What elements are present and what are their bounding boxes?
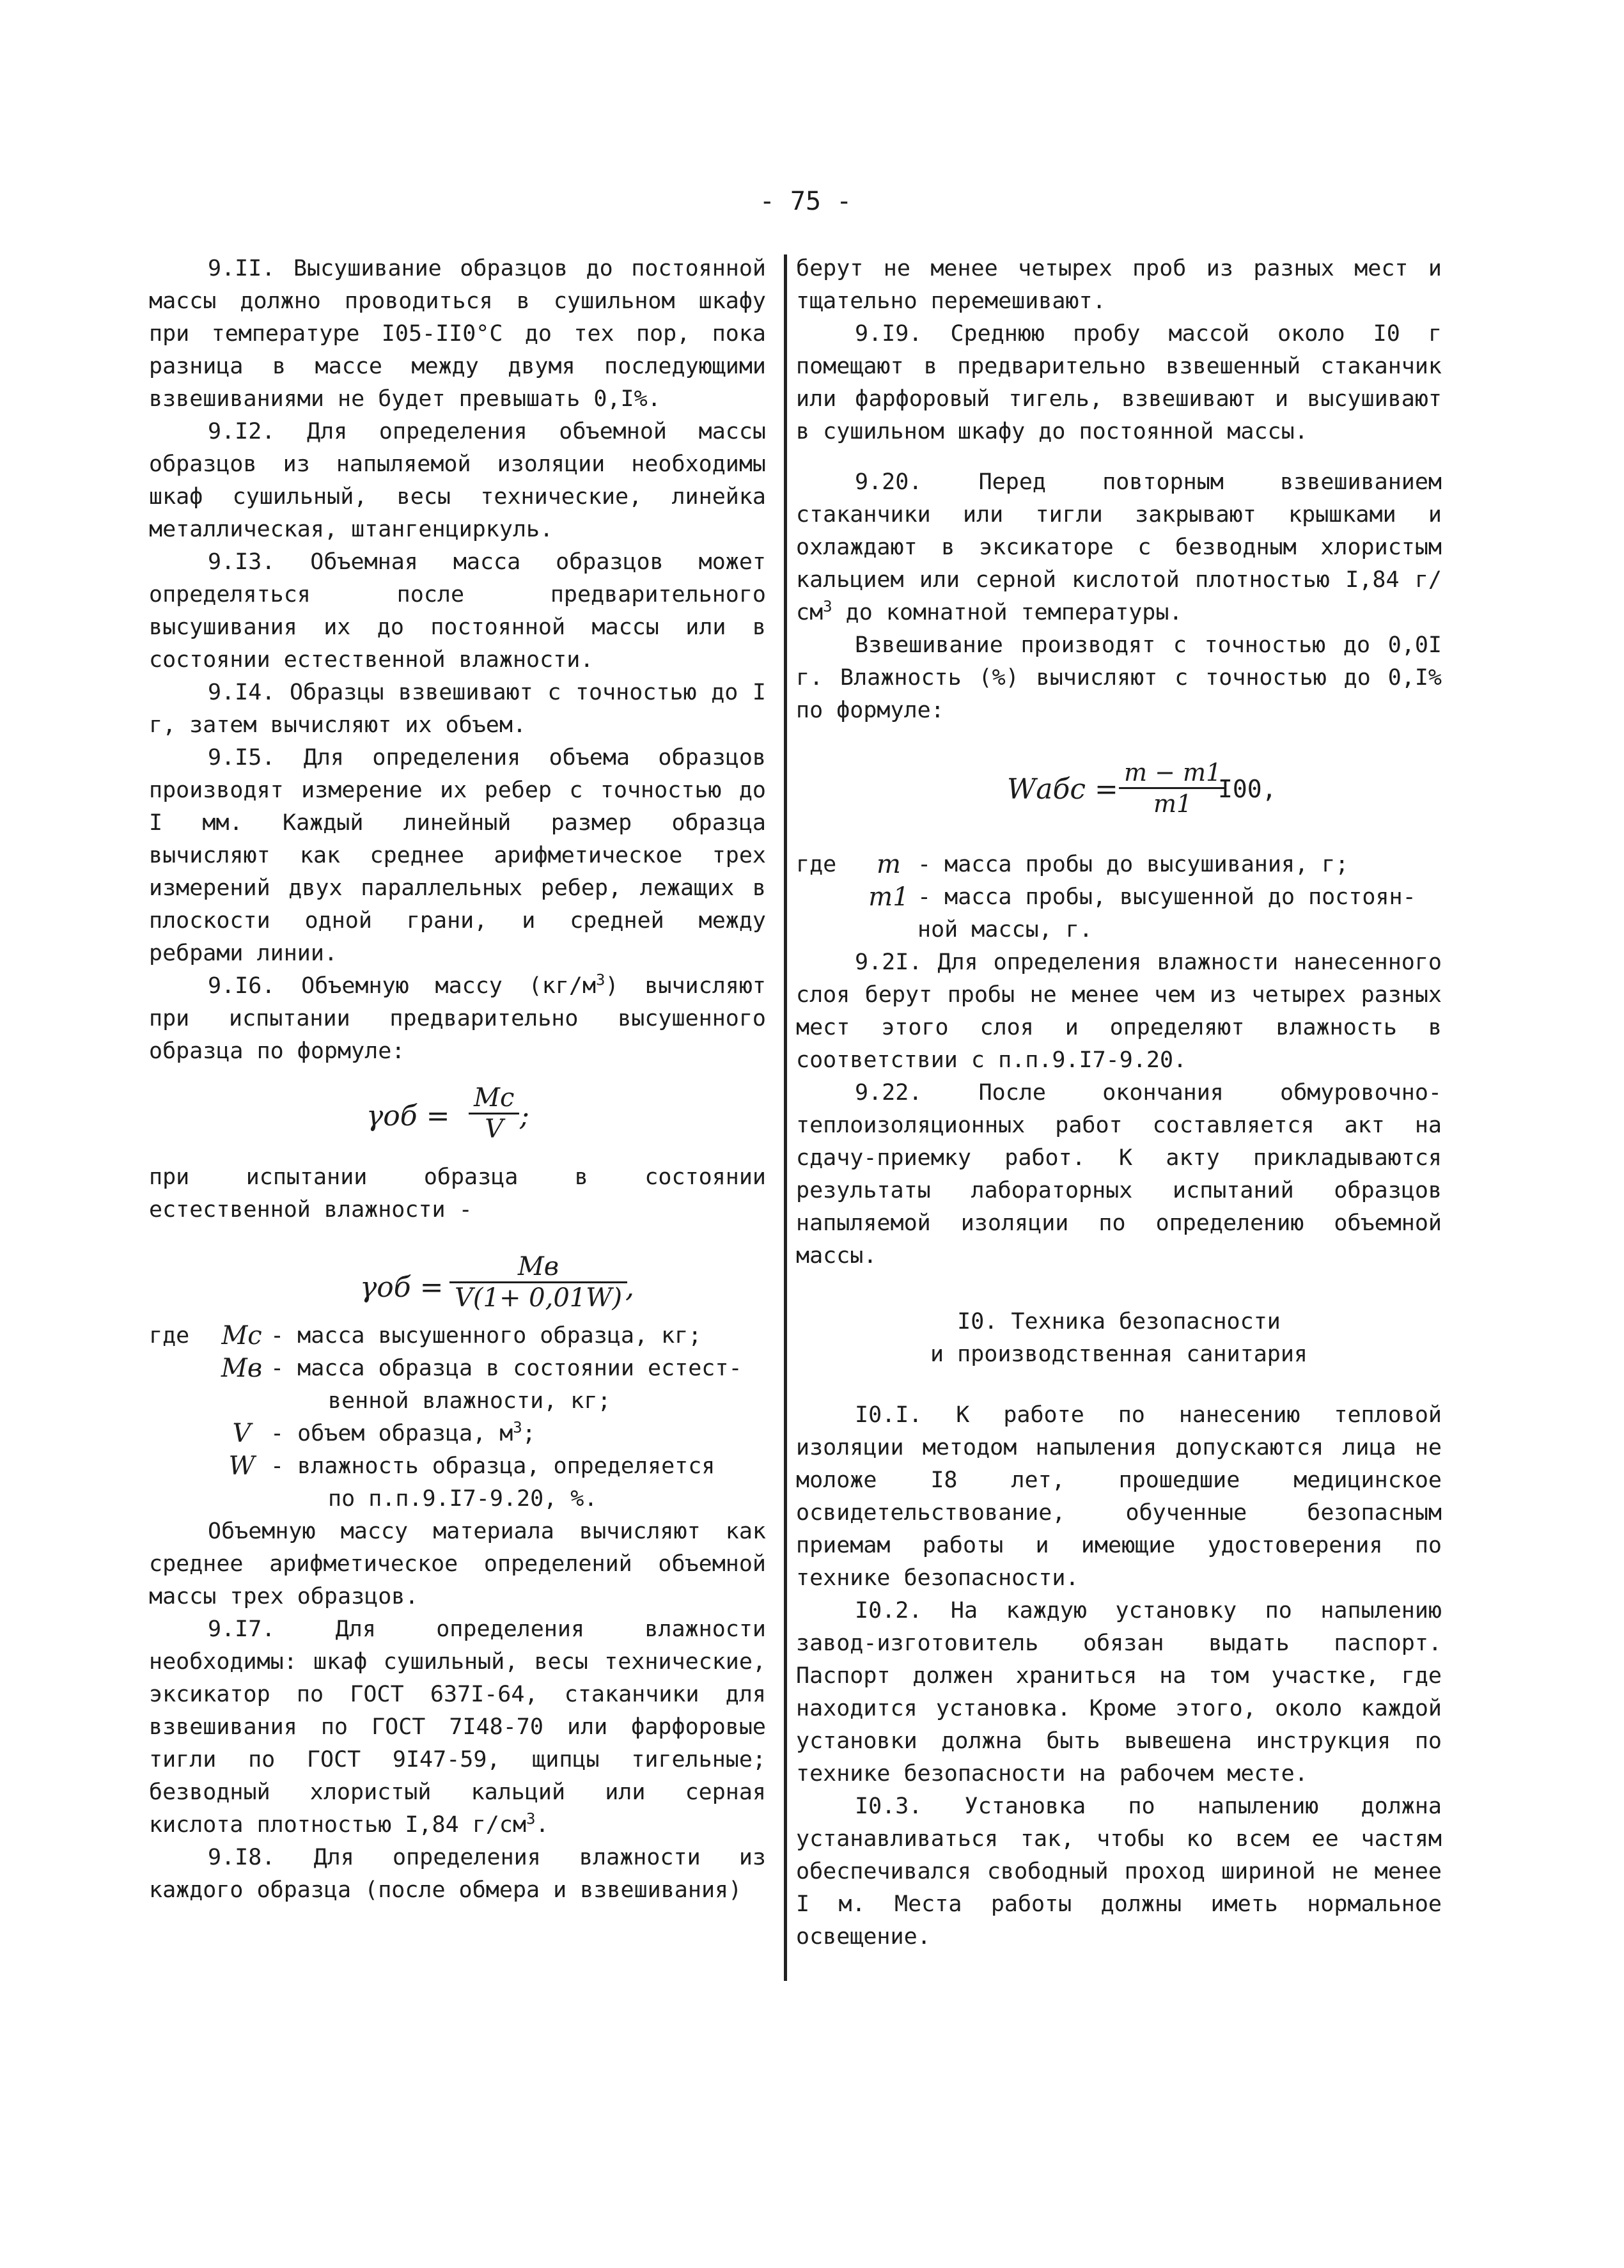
formula-dry-fraction bbox=[469, 1083, 519, 1144]
p916-text-b: ) вычисляют при испытании предварительно высушенного образца по формуле: bbox=[149, 973, 766, 1064]
p920-text-a: 9.20. Перед повторным взвешиванием стаканчики или тигли закрывают крышками и охлаждают в эксикаторе с безводным хлористым кальцием или серной кислотой плотностью I,84 г/см bbox=[796, 469, 1442, 625]
paragraph-9-20 bbox=[796, 466, 1442, 629]
formula-moisture-tail: I00, bbox=[1218, 775, 1277, 803]
p916-sup: 3 bbox=[596, 971, 605, 989]
formula-wet-fraction bbox=[449, 1252, 627, 1313]
formula-moisture-lhs: Wабс = bbox=[1007, 773, 1118, 806]
paragraph-10-3: I0.3. Установка по напылению должна устанавливаться так, чтобы ко всем ее частям обеспечивался свободный проход шириной не менее I м. Места работы должны иметь нормальное освещение. bbox=[796, 1794, 1442, 1950]
column-divider bbox=[784, 254, 787, 1981]
paragraph-continued: берут не менее четырех проб из разных мест и тщательно перемешивают. bbox=[796, 256, 1442, 314]
right-column bbox=[796, 253, 1442, 1953]
symbol-m1-desc: - масса пробы, высушенной до постоян- bbox=[917, 884, 1416, 910]
section-heading-line1: I0. Техника безопасности bbox=[957, 1309, 1281, 1334]
formula-dry-density bbox=[149, 1068, 766, 1161]
symbol-mv-desc-cont: венной влажности, кг; bbox=[328, 1388, 611, 1414]
formula-moisture-denominator: m1 bbox=[1153, 790, 1192, 818]
paragraph-9-22: 9.22. После окончания обмуровочно-теплоизоляционных работ составляется акт на сдачу-приемку работ. К акту прикладываются результаты лабораторных испытаний образцов напыляемой изоляции по определению объемной массы. bbox=[796, 1080, 1442, 1269]
symbol-v-sup: 3 bbox=[513, 1418, 522, 1437]
where-row-mv bbox=[149, 1352, 766, 1385]
symbol-m: m bbox=[877, 850, 901, 879]
symbol-w: W bbox=[228, 1451, 255, 1481]
paragraph-9-14: 9.I4. Образцы взвешивают с точностью до I г, затем вычисляют их объем. bbox=[149, 680, 766, 738]
paragraph-9-18: 9.I8. Для определения влажности из каждого образца (после обмера и взвешивания) bbox=[149, 1845, 766, 1903]
paragraph-average: Объемную массу материала вычисляют как среднее арифметическое определений объемной массы трех образцов. bbox=[149, 1519, 766, 1609]
page-number: - 75 - bbox=[759, 187, 852, 216]
formula-dry-lhs: γоб = bbox=[366, 1100, 450, 1132]
paragraph-9-15: 9.I5. Для определения объема образцов производят измерение их ребер с точностью до I мм. Каждый линейный размер образца вычисляют как среднее арифметическое трех измерений двух параллельных ребер, лежащих в плоскости одной грани, и средней между ребрами линии. bbox=[149, 745, 766, 966]
formula-moisture-numerator: m − m1 bbox=[1119, 758, 1226, 789]
p917-text-a: 9.I7. Для определения влажности необходимы: шкаф сушильный, весы технические, эксикатор по ГОСТ 637I-64, стаканчики для взвешивания по ГОСТ 7I48-70 или фарфоровые тигли по ГОСТ 9I47-59, щипцы тигельные; безводный хлористый кальций или серная кислота плотностью I,84 г/см bbox=[149, 1616, 766, 1838]
formula-wet-tail: , bbox=[625, 1271, 634, 1304]
paragraph-10-1: I0.I. К работе по нанесению тепловой изоляции методом напыления допускаются лица не моложе I8 лет, прошедшие медицинское освидетельствование, обученные безопасным приемам работы и имеющие удостоверения по технике безопасности. bbox=[796, 1402, 1442, 1591]
formula-wet-lhs: γоб = bbox=[360, 1271, 444, 1304]
symbol-v-desc-text: - объем образца, м bbox=[270, 1421, 513, 1446]
formula-moisture-fraction bbox=[1119, 758, 1226, 818]
symbol-v-desc-end: ; bbox=[522, 1421, 536, 1446]
p917-text-b: . bbox=[535, 1812, 549, 1838]
paragraph-9-16 bbox=[149, 970, 766, 1068]
paragraph-9-21: 9.2I. Для определения влажности нанесенного слоя берут пробы не менее чем из четырех разных мест этого слоя и определяют влажность в соответствии с п.п.9.I7-9.20. bbox=[796, 950, 1442, 1073]
where-row-m bbox=[796, 849, 1442, 881]
paragraph-9-17 bbox=[149, 1613, 766, 1842]
formula-moisture bbox=[796, 727, 1442, 849]
symbol-m1-desc-cont: ной массы, г. bbox=[917, 917, 1093, 942]
symbol-m1: m1 bbox=[868, 882, 909, 912]
formula-dry-numerator: Mc bbox=[469, 1083, 519, 1114]
paragraph-9-11: 9.II. Высушивание образцов до постоянной массы должно проводиться в сушильном шкафу при температуре I05-II0°C до тех пор, пока разница в массе между двумя последующими взвешиваниями не будет превышать 0,I%. bbox=[149, 256, 766, 412]
paragraph-9-13: 9.I3. Объемная масса образцов может определяться после предварительного высушивания их до постоянной массы или в состоянии естественной влажности. bbox=[149, 549, 766, 673]
p920-text-b: до комнатной температуры. bbox=[832, 600, 1183, 625]
symbol-v-desc bbox=[270, 1418, 766, 1450]
where-label-right: где bbox=[796, 852, 837, 877]
where-row-m1 bbox=[796, 881, 1442, 914]
symbol-w-desc: - влажность образца, определяется bbox=[270, 1453, 715, 1479]
left-column bbox=[149, 253, 766, 1907]
paragraph-10-2: I0.2. На каждую установку по напылению завод-изготовитель обязан выдать паспорт. Паспорт должен храниться на том участке, где находится установка. Кроме этого, около каждой установки должна быть вывешена инструкция по технике безопасности на рабочем месте. bbox=[796, 1598, 1442, 1787]
p916-text-a: 9.I6. Объемную массу (кг/м bbox=[208, 973, 597, 999]
symbol-v: V bbox=[232, 1419, 251, 1448]
where-row-mc bbox=[149, 1320, 766, 1352]
symbol-m-desc: - масса пробы до высушивания, г; bbox=[917, 852, 1349, 877]
paragraph-natural-moisture: при испытании образца в состоянии естественной влажности - bbox=[149, 1164, 766, 1223]
where-row-w bbox=[149, 1450, 766, 1483]
symbol-mv-desc: - масса образца в состоянии естест- bbox=[270, 1356, 742, 1381]
formula-dry-tail: ; bbox=[520, 1100, 529, 1132]
symbol-w-desc-cont: по п.п.9.I7-9.20, %. bbox=[328, 1486, 598, 1512]
formula-wet-denominator: V(1+ 0,01W) bbox=[455, 1283, 622, 1313]
formula-wet-numerator: Mв bbox=[449, 1252, 627, 1283]
section-heading bbox=[796, 1306, 1442, 1371]
symbol-mv: Mв bbox=[221, 1354, 263, 1383]
p920-sup: 3 bbox=[823, 597, 832, 616]
symbol-mc: Mc bbox=[221, 1321, 262, 1350]
p917-sup: 3 bbox=[526, 1810, 536, 1828]
where-row-v bbox=[149, 1418, 766, 1450]
paragraph-weighing: Взвешивание производят с точностью до 0,0I г. Влажность (%) вычисляют с точностью до 0,I% по формуле: bbox=[796, 632, 1442, 723]
paragraph-9-12: 9.I2. Для определения объемной массы образцов из напыляемой изоляции необходимы шкаф сушильный, весы технические, линейка металлическая, штангенциркуль. bbox=[149, 419, 766, 542]
paragraph-9-19: 9.I9. Среднюю пробу массой около I0 г помещают в предварительно взвешенный стаканчик или фарфоровый тигель, взвешивают и высушивают в сушильном шкафу до постоянной массы. bbox=[796, 321, 1442, 444]
formula-dry-denominator: V bbox=[485, 1114, 504, 1144]
where-label: где bbox=[149, 1323, 190, 1349]
symbol-mc-desc: - масса высушенного образца, кг; bbox=[270, 1323, 702, 1349]
section-heading-line2: и производственная санитария bbox=[930, 1341, 1308, 1367]
formula-wet-density bbox=[149, 1226, 766, 1320]
